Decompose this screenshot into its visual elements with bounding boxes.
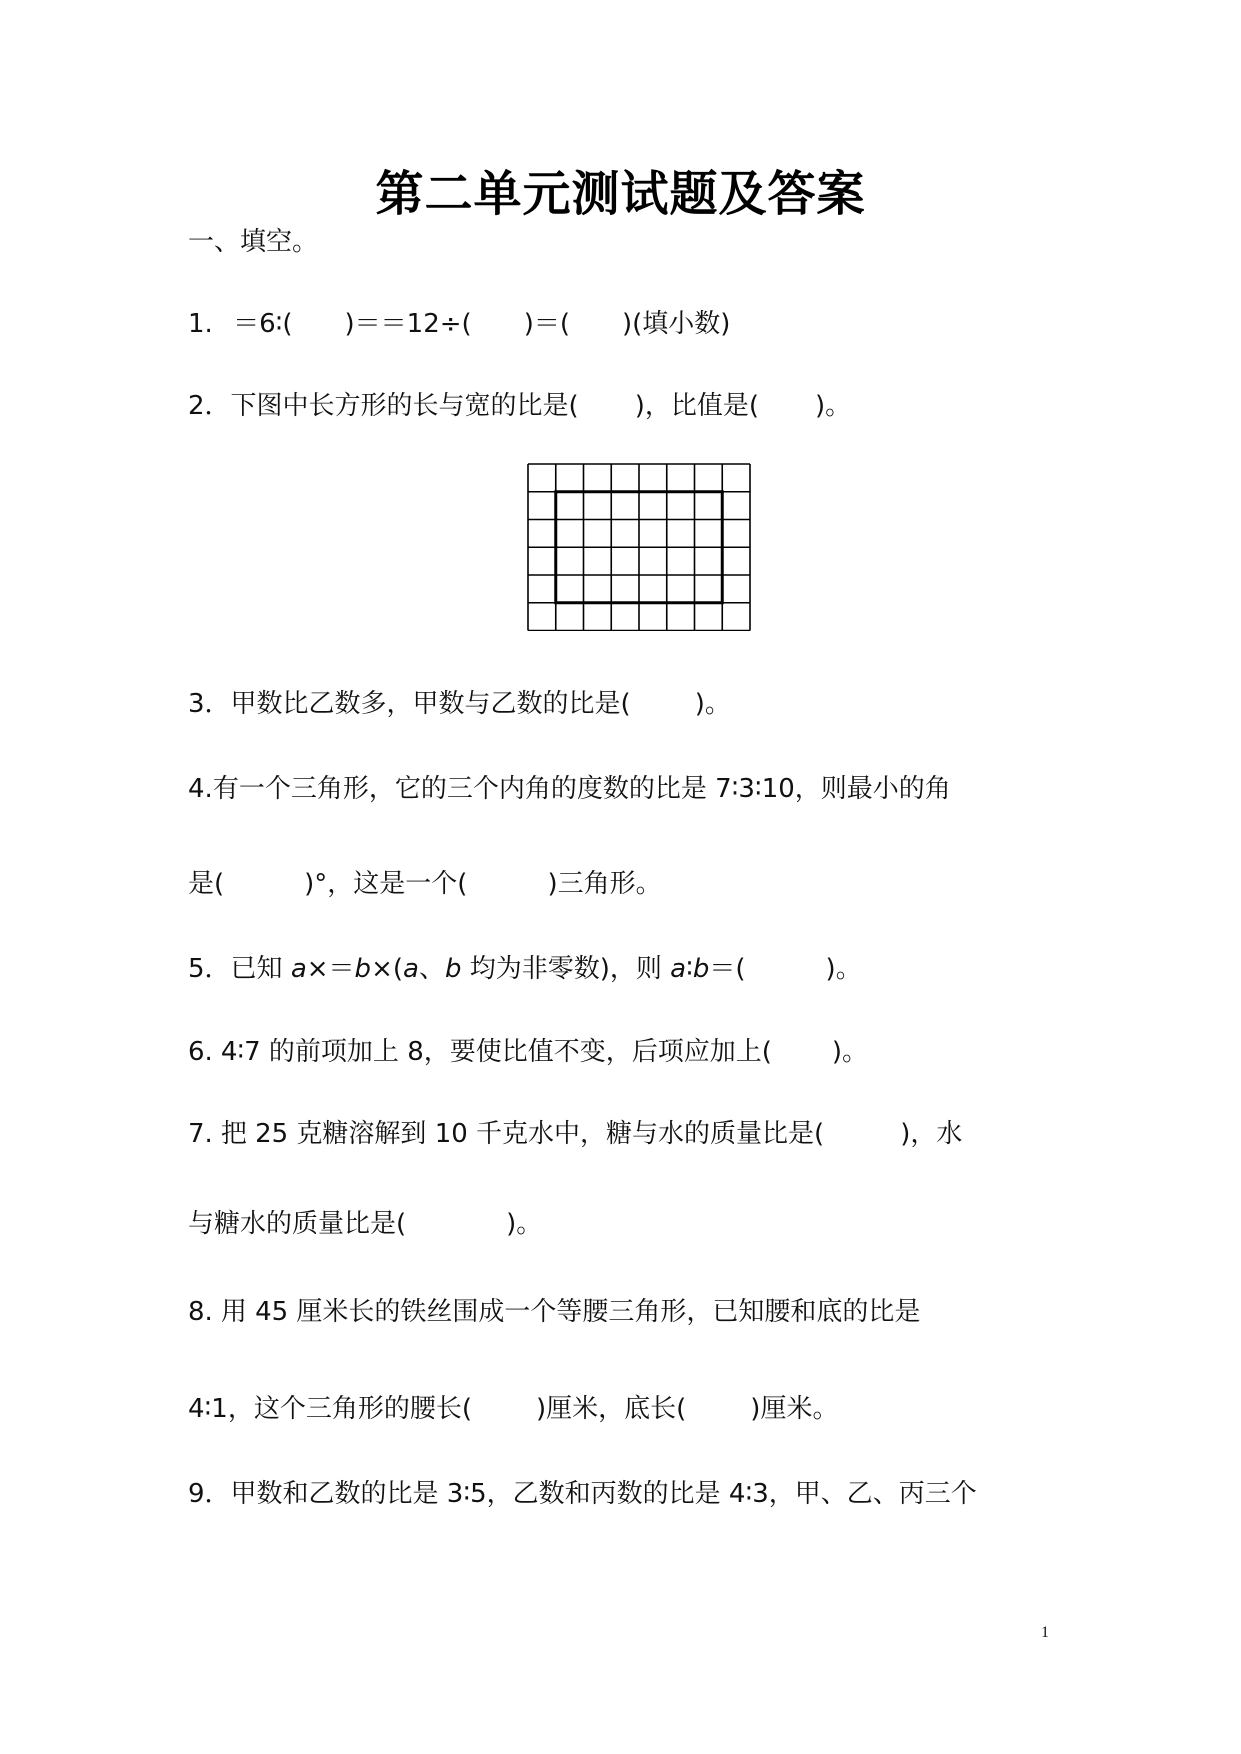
question-text: ∶ <box>686 954 693 984</box>
question-text: )。 <box>825 954 862 984</box>
question-3 <box>188 686 731 722</box>
variable-a: a <box>670 954 687 984</box>
question-text: 4∶1，这个三角形的腰长( <box>188 1394 472 1424</box>
question-text: 均为非零数)，则 <box>461 954 671 984</box>
question-number: 4. <box>188 774 213 804</box>
question-text: 下图中长方形的长与宽的比是( <box>230 391 579 421</box>
question-number: 2． <box>188 391 231 421</box>
variable-a: a <box>290 954 307 984</box>
question-text: )°，这是一个( <box>304 869 468 899</box>
question-text: ＝( <box>709 954 746 984</box>
question-text: 甲数和乙数的比是 3∶5，乙数和丙数的比是 4∶3，甲、乙、丙三个 <box>230 1479 977 1509</box>
question-text: ×( <box>371 954 403 984</box>
question-text: )三角形。 <box>547 869 662 899</box>
question-text: 与糖水的质量比是( <box>188 1209 407 1239</box>
question-8-continued <box>188 1391 838 1427</box>
question-number: 9． <box>188 1479 231 1509</box>
question-1 <box>188 306 730 342</box>
variable-b: b <box>692 954 710 984</box>
section-heading: 一、填空。 <box>188 227 319 257</box>
question-5 <box>188 951 862 987</box>
question-text: 有一个三角形，它的三个内角的度数的比是 7∶3∶10，则最小的角 <box>212 774 951 804</box>
page-title: 第二单元测试题及答案 <box>375 166 866 222</box>
question-text: )厘米，底长( <box>536 1394 687 1424</box>
question-6 <box>188 1034 868 1070</box>
question-text: )。 <box>815 391 852 421</box>
question-text: 是( <box>188 869 225 899</box>
question-text: )，水 <box>900 1119 963 1149</box>
question-text: )。 <box>506 1209 543 1239</box>
variable-b: b <box>444 954 462 984</box>
variable-a: a <box>403 954 419 984</box>
question-number: 7. <box>188 1119 213 1149</box>
question-4-continued <box>188 866 662 902</box>
question-9 <box>188 1476 977 1512</box>
question-text: 甲数比乙数多，甲数与乙数的比是( <box>230 689 631 719</box>
question-text: )。 <box>831 1037 869 1067</box>
grid-figure <box>527 463 751 631</box>
question-text: ＝6∶( <box>233 309 293 339</box>
question-number: 8. <box>188 1297 213 1327</box>
question-text: 已知 <box>230 954 291 984</box>
question-text: ×＝ <box>306 954 355 984</box>
question-2 <box>188 388 851 424</box>
question-text: )＝( <box>523 309 570 339</box>
question-text: )＝＝12÷( <box>344 309 472 339</box>
variable-b: b <box>354 954 372 984</box>
question-number: 6. <box>188 1037 213 1067</box>
question-text: 、 <box>418 954 445 984</box>
question-text: )，比值是( <box>634 391 759 421</box>
question-number: 1. <box>188 309 213 339</box>
question-text: )厘米。 <box>750 1394 839 1424</box>
question-8 <box>188 1294 920 1330</box>
question-text: )。 <box>694 689 731 719</box>
question-number: 3． <box>188 689 231 719</box>
question-4 <box>188 771 951 807</box>
question-text: )(填小数) <box>622 309 731 339</box>
question-number: 5． <box>188 954 231 984</box>
question-7-continued <box>188 1206 542 1242</box>
page-number: 1 <box>1041 1624 1049 1641</box>
question-text: 4∶7 的前项加上 8，要使比值不变，后项应加上( <box>220 1037 772 1067</box>
question-text: 把 25 克糖溶解到 10 千克水中，糖与水的质量比是( <box>220 1119 825 1149</box>
question-7 <box>188 1116 962 1152</box>
question-text: 用 45 厘米长的铁丝围成一个等腰三角形，已知腰和底的比是 <box>220 1297 921 1327</box>
